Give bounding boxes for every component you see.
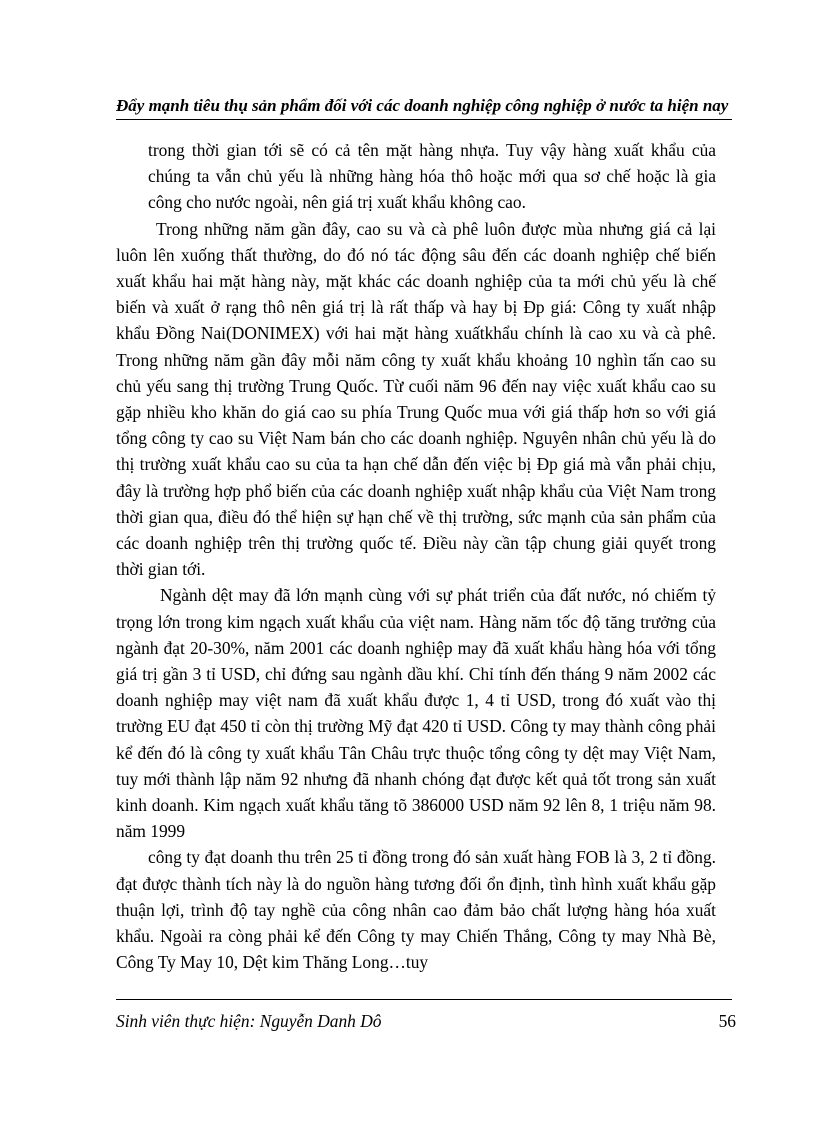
header-divider	[116, 119, 732, 120]
paragraph-company-revenue: công ty đạt doanh thu trên 25 tỉ đồng trong đó sản xuất hàng FOB là 3, 2 tỉ đồng. đạt được thành tích này là do nguồn hàng tương đối ổn định, tình hình xuất khẩu gặp thuận lợi, trình độ tay nghề của công nhân cao đảm bảo chất lượng hàng hóa xuất khẩu. Ngoài ra còng phải kể đến Công ty may Chiến Thắng, Công ty may Nhà Bè, Công Ty May 10, Dệt kim Thăng Long…tuy	[116, 847, 716, 973]
main-body-text	[116, 137, 716, 976]
paragraph-rubber-coffee: Trong những năm gần đây, cao su và cà phê luôn được mùa nhưng giá cả lại luôn lên xuống thất thường, do đó nó tác động sâu đến các doanh nghiệp chế biến xuất khẩu hai mặt hàng này, mặt khác các doanh nghiệp của ta mới chủ yếu là chế biến và xuất ở rạng thô nên giá trị là rất thấp và hay bị Ðp giá: Công ty xuất nhập khẩu Đồng Nai(DONIMEX) với hai mặt hàng xuấtkhẩu chính là cao xu và cà phê. Trong những năm gần đây mỗi năm công ty xuất khẩu khoảng 10 nghìn tấn cao su chủ yếu sang thị trường Trung Quốc. Từ cuối năm 96 đến nay việc xuất khẩu cao su gặp nhiều kho khăn do giá cao su phía Trung Quốc mua với giá thấp hơn so với giá tổng công ty cao su Việt Nam bán cho các doanh nghiệp. Nguyên nhân chủ yếu là do thị trường xuất khẩu cao su của ta hạn chế dẫn đến việc bị Ðp giá mà vẫn phải chịu, đây là trường hợp phổ biến của các doanh nghiệp xuất nhập khẩu của Việt Nam trong thời gian qua, điều đó thể hiện sự hạn chế về thị trường, sức mạnh của sản phẩm của các doanh nghiệp trên thị trường quốc tế. Điều này cần tập chung giải quyết trong thời gian tới.	[116, 218, 716, 580]
footer-author: Sinh viên thực hiện: Nguyễn Danh Dô	[116, 1011, 382, 1031]
page-number: 56	[718, 1011, 736, 1031]
paragraph-continued-export-goods: trong thời gian tới sẽ có cả tên mặt hàng nhựa. Tuy vậy hàng xuất khẩu của chúng ta vẫn chủ yếu là những hàng hóa thô hoặc mới qua sơ chế hoặc là gia công cho nước ngoài, nên giá trị xuất khẩu không cao.	[148, 140, 716, 213]
running-header-title: Đẩy mạnh tiêu thụ sản phẩm đối với các doanh nghiệp công nghiệp ở nước ta hiện nay	[116, 96, 729, 115]
paragraph-textile-industry: Ngành dệt may đã lớn mạnh cùng với sự phát triển của đất nước, nó chiếm tỷ trọng lớn trong kim ngạch xuất khẩu của việt nam. Hàng năm tốc độ tăng trưởng của ngành đạt 20-30%, năm 2001 các doanh nghiệp may đã xuất khẩu hàng hóa với tổng giá trị gần 3 tỉ USD, chỉ đứng sau ngành dầu khí. Chỉ tính đến tháng 9 năm 2002 các doanh nghiệp may việt nam đã xuất khẩu được 1, 4 tỉ USD, trong đó xuất vào thị trường EU đạt 450 tỉ còn thị trường Mỹ đạt 420 tỉ USD. Công ty may thành công phải kể đến đó là công ty xuất khẩu Tân Châu trực thuộc tổng công ty dệt may Việt Nam, tuy mới thành lập năm 92 nhưng đã nhanh chóng đạt được kết quả tốt trong sản xuất kinh doanh. Kim ngạch xuất khẩu tăng tõ 386000 USD năm 92 lên 8, 1 triệu năm 98. năm 1999	[116, 585, 716, 842]
footer-divider	[116, 999, 732, 1000]
